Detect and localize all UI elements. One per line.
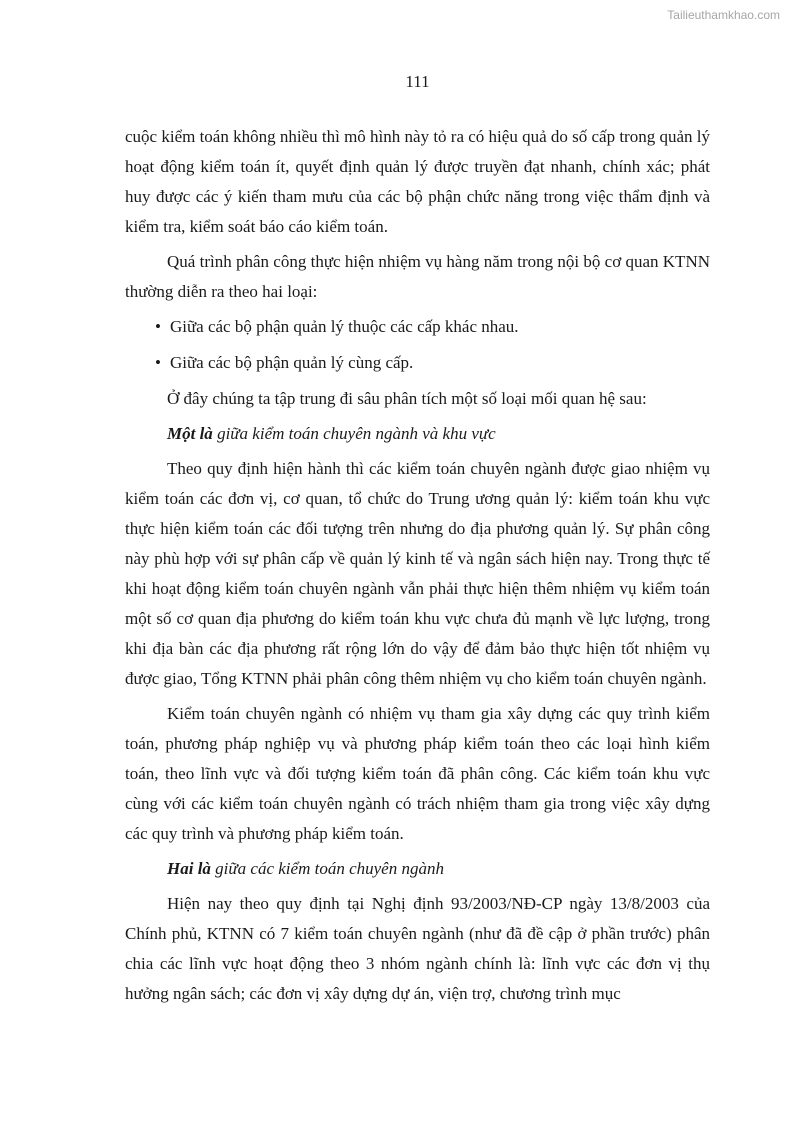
heading-two-rest: giữa các kiểm toán chuyên ngành	[210, 859, 444, 878]
bullet-text: Giữa các bộ phận quản lý thuộc các cấp khác nhau.	[169, 317, 519, 336]
paragraph-intro: cuộc kiểm toán không nhiều thì mô hình này tỏ ra có hiệu quả do số cấp trong quản lý hoạt động kiểm toán ít, quyết định quản lý được truyền đạt nhanh, chính xác; phát huy được các ý kiến tham mưu của các bộ phận chức năng trong việc thẩm định và kiểm tra, kiểm soát báo cáo kiểm toán.	[125, 127, 710, 236]
bullet-text: Giữa các bộ phận quản lý cùng cấp.	[169, 353, 414, 372]
bullet-icon: •	[155, 353, 161, 372]
heading-one-lead: Một là	[167, 424, 213, 443]
heading-one-rest: giữa kiểm toán chuyên ngành và khu vực	[212, 424, 496, 443]
paragraph-focus: Ở đây chúng ta tập trung đi sâu phân tích một số loại mối quan hệ sau:	[167, 389, 647, 408]
heading-two-lead: Hai là	[167, 859, 211, 878]
bullet-item	[125, 312, 710, 342]
bullet-icon: •	[155, 317, 161, 336]
paragraph-assignment: Theo quy định hiện hành thì các kiểm toán chuyên ngành được giao nhiệm vụ kiểm toán các đơn vị, cơ quan, tổ chức do Trung ương quản lý: kiểm toán khu vực thực hiện kiểm toán các đối tượng trên nhưng do địa phương quản lý. Sự phân công này phù hợp với sự phân cấp về quản lý kinh tế và ngân sách hiện nay. Trong thực tế khi hoạt động kiểm toán chuyên ngành vẫn phải thực hiện thêm nhiệm vụ kiểm toán một số cơ quan địa phương do kiểm toán khu vực chưa đủ mạnh về lực lượng, trong khi địa bàn các địa phương rất rộng lớn do vậy để đảm bảo thực hiện tốt nhiệm vụ được giao, Tổng KTNN phải phân công thêm nhiệm vụ cho kiểm toán chuyên ngành.	[125, 459, 710, 688]
paragraph-decree: Hiện nay theo quy định tại Nghị định 93/2003/NĐ-CP ngày 13/8/2003 của Chính phủ, KTNN có 7 kiểm toán chuyên ngành (như đã đề cập ở phần trước) phân chia các lĩnh vực hoạt động theo 3 nhóm ngành chính là: lĩnh vực các đơn vị thụ hưởng ngân sách; các đơn vị xây dựng dự án, viện trợ, chương trình mục	[125, 894, 710, 1003]
watermark-text: Tailieuthamkhao.com	[667, 8, 780, 22]
document-body	[125, 122, 710, 1014]
heading-one	[125, 419, 710, 449]
paragraph-process: Quá trình phân công thực hiện nhiệm vụ hàng năm trong nội bộ cơ quan KTNN thường diễn ra theo hai loại:	[125, 252, 710, 301]
page-number: 111	[405, 72, 430, 91]
paragraph-duty: Kiểm toán chuyên ngành có nhiệm vụ tham gia xây dựng các quy trình kiểm toán, phương pháp nghiệp vụ và phương pháp kiểm toán theo các loại hình kiểm toán, theo lĩnh vực và đối tượng kiểm toán đã phân công. Các kiểm toán khu vực cùng với các kiểm toán chuyên ngành có trách nhiệm tham gia trong việc xây dựng các quy trình và phương pháp kiểm toán.	[125, 704, 710, 843]
bullet-item	[125, 348, 710, 378]
heading-two	[125, 854, 710, 884]
